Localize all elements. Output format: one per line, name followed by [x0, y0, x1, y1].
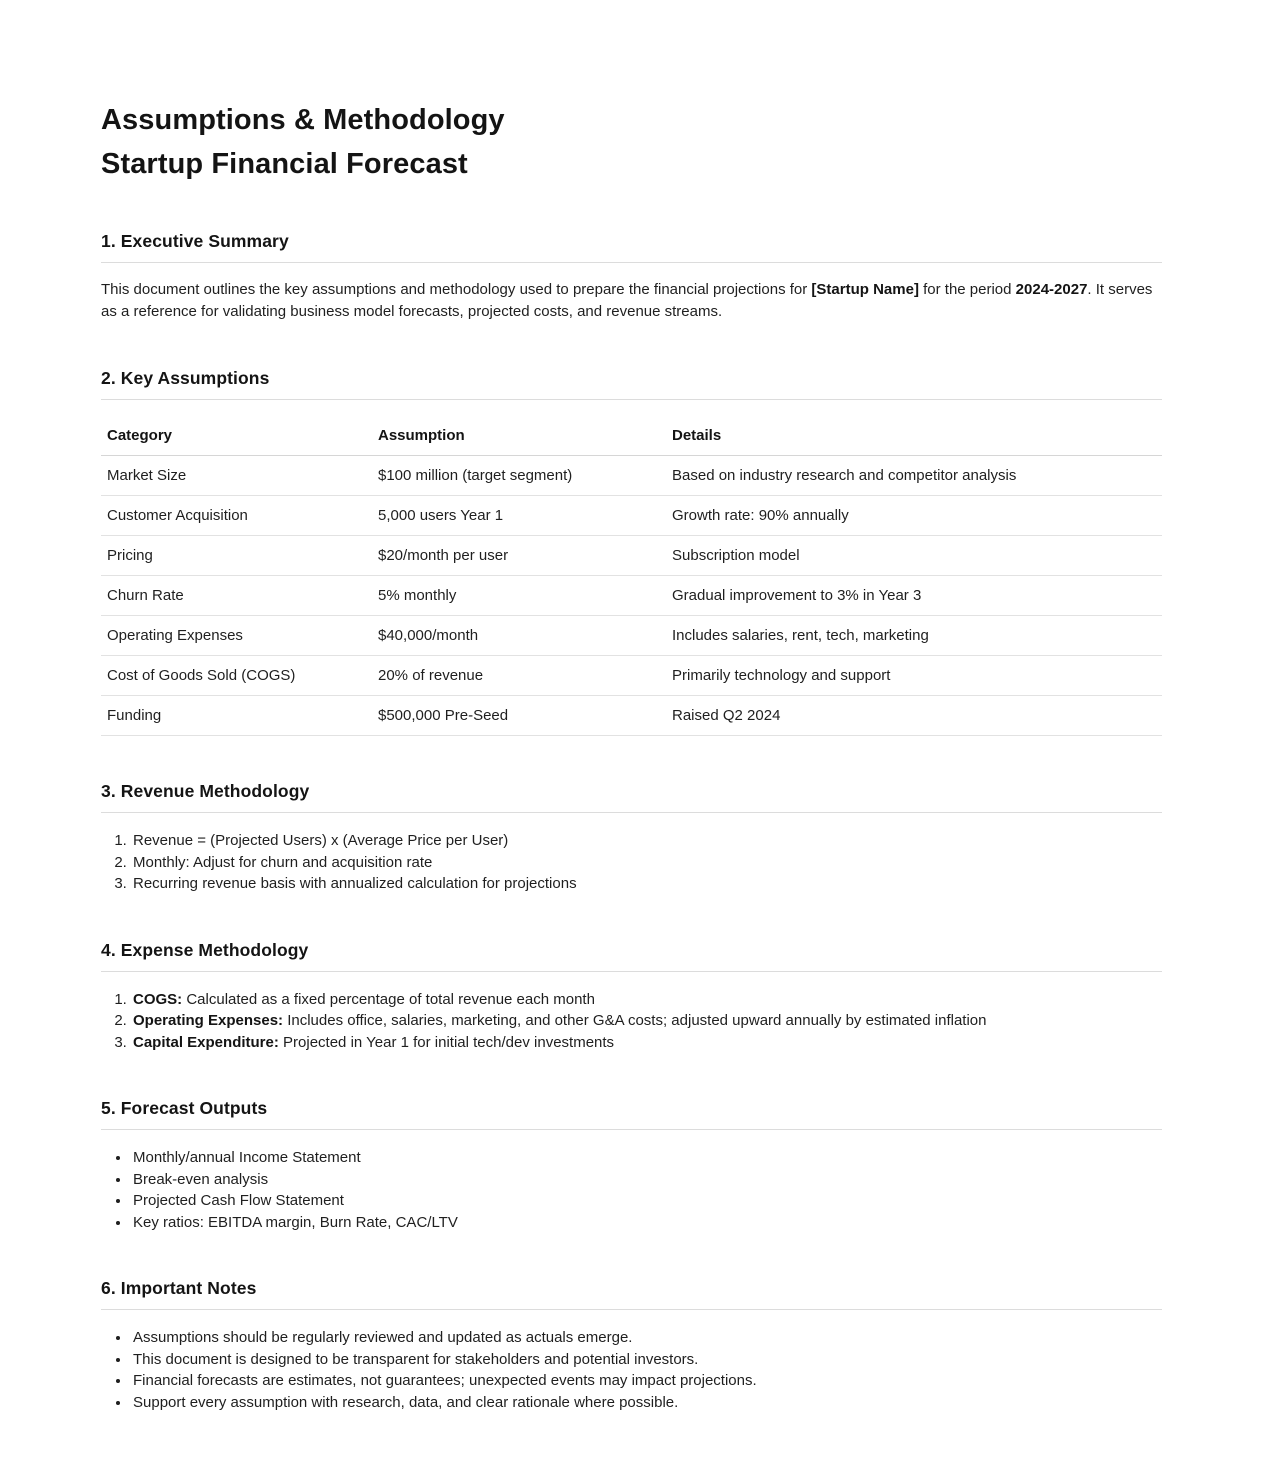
startup-name-placeholder: [Startup Name] [811, 281, 919, 298]
assumptions-table [101, 413, 1162, 736]
table-header-row [101, 413, 1162, 456]
section-expense-methodology [101, 940, 1162, 1054]
cell-assumption: $20/month per user [372, 536, 666, 576]
list-item: 3. Recurring revenue basis with annualized calculation for projections [131, 873, 1162, 895]
cell-category: Market Size [101, 456, 372, 496]
important-notes-list [101, 1327, 1162, 1413]
document-title [101, 98, 1162, 186]
list-item-label: Capital Expenditure: [133, 1033, 279, 1051]
cell-details: Includes salaries, rent, tech, marketing [666, 616, 1162, 656]
revenue-methodology-list [101, 830, 1162, 895]
paragraph-text: This document outlines the key assumptions and methodology used to prepare the financial projections for [101, 281, 812, 298]
cell-category: Churn Rate [101, 576, 372, 616]
list-item: • Key ratios: EBITDA margin, Burn Rate, CAC/LTV [131, 1212, 1162, 1234]
table-row [101, 536, 1162, 576]
table-row [101, 616, 1162, 656]
list-item: 1. Revenue = (Projected Users) x (Average Price per User) [131, 830, 1162, 852]
col-header-category: Category [101, 413, 372, 456]
section-heading-key-assumptions: 2. Key Assumptions [101, 368, 1162, 400]
section-heading-expense-methodology: 4. Expense Methodology [101, 940, 1162, 972]
cell-details: Growth rate: 90% annually [666, 496, 1162, 536]
table-row [101, 496, 1162, 536]
list-item-label: COGS: [133, 990, 183, 1008]
table-row [101, 576, 1162, 616]
list-item: • Support every assumption with research, data, and clear rationale where possible. [131, 1392, 1162, 1414]
section-heading-revenue-methodology: 3. Revenue Methodology [101, 781, 1162, 813]
list-item [131, 1010, 1162, 1032]
list-item [131, 1032, 1162, 1054]
cell-category: Customer Acquisition [101, 496, 372, 536]
list-item: • Financial forecasts are estimates, not guarantees; unexpected events may impact projections. [131, 1370, 1162, 1392]
list-item: • Monthly/annual Income Statement [131, 1147, 1162, 1169]
list-item: 2. Monthly: Adjust for churn and acquisition rate [131, 852, 1162, 874]
list-item: • This document is designed to be transparent for stakeholders and potential investors. [131, 1349, 1162, 1371]
cell-details: Gradual improvement to 3% in Year 3 [666, 576, 1162, 616]
section-heading-forecast-outputs: 5. Forecast Outputs [101, 1098, 1162, 1130]
expense-methodology-list [101, 989, 1162, 1054]
col-header-details: Details [666, 413, 1162, 456]
cell-category: Funding [101, 696, 372, 736]
forecast-period: 2024-2027 [1015, 281, 1088, 298]
paragraph-text: for the period [918, 281, 1016, 298]
section-heading-executive-summary: 1. Executive Summary [101, 231, 1162, 263]
forecast-outputs-list [101, 1147, 1162, 1233]
table-row [101, 456, 1162, 496]
paragraph-text: . It serves as a reference for validating business model forecasts, projected costs, and revenue streams. [101, 281, 1153, 320]
list-item-label: Operating Expenses: [133, 1012, 284, 1029]
cell-category: Operating Expenses [101, 616, 372, 656]
cell-details: Primarily technology and support [666, 656, 1162, 696]
list-item-text: Includes office, salaries, marketing, and other G&A costs; adjusted upward annually by estimated inflation [283, 1012, 987, 1029]
col-header-assumption: Assumption [372, 413, 666, 456]
cell-assumption: $40,000/month [372, 616, 666, 656]
section-executive-summary [101, 231, 1162, 323]
cell-assumption: $500,000 Pre-Seed [372, 696, 666, 736]
list-item-text: Projected in Year 1 for initial tech/dev investments [278, 1033, 615, 1051]
section-forecast-outputs [101, 1098, 1162, 1233]
section-revenue-methodology [101, 781, 1162, 895]
table-row [101, 696, 1162, 736]
cell-category: Pricing [101, 536, 372, 576]
document-title-line1: Assumptions & Methodology [101, 104, 505, 136]
cell-details: Raised Q2 2024 [666, 696, 1162, 736]
table-row [101, 656, 1162, 696]
list-item-text: Calculated as a fixed percentage of total revenue each month [182, 990, 595, 1008]
document-title-line2: Startup Financial Forecast [101, 148, 468, 180]
cell-assumption: 5% monthly [372, 576, 666, 616]
section-heading-important-notes: 6. Important Notes [101, 1278, 1162, 1310]
list-item: • Projected Cash Flow Statement [131, 1190, 1162, 1212]
cell-assumption: $100 million (target segment) [372, 456, 666, 496]
cell-assumption: 20% of revenue [372, 656, 666, 696]
section-key-assumptions [101, 368, 1162, 736]
cell-details: Based on industry research and competitor analysis [666, 456, 1162, 496]
cell-details: Subscription model [666, 536, 1162, 576]
cell-category: Cost of Goods Sold (COGS) [101, 656, 372, 696]
list-item: • Assumptions should be regularly reviewed and updated as actuals emerge. [131, 1327, 1162, 1349]
cell-assumption: 5,000 users Year 1 [372, 496, 666, 536]
section-important-notes [101, 1278, 1162, 1413]
list-item: • Break-even analysis [131, 1169, 1162, 1191]
list-item [131, 989, 1162, 1011]
executive-summary-paragraph [101, 279, 1162, 323]
